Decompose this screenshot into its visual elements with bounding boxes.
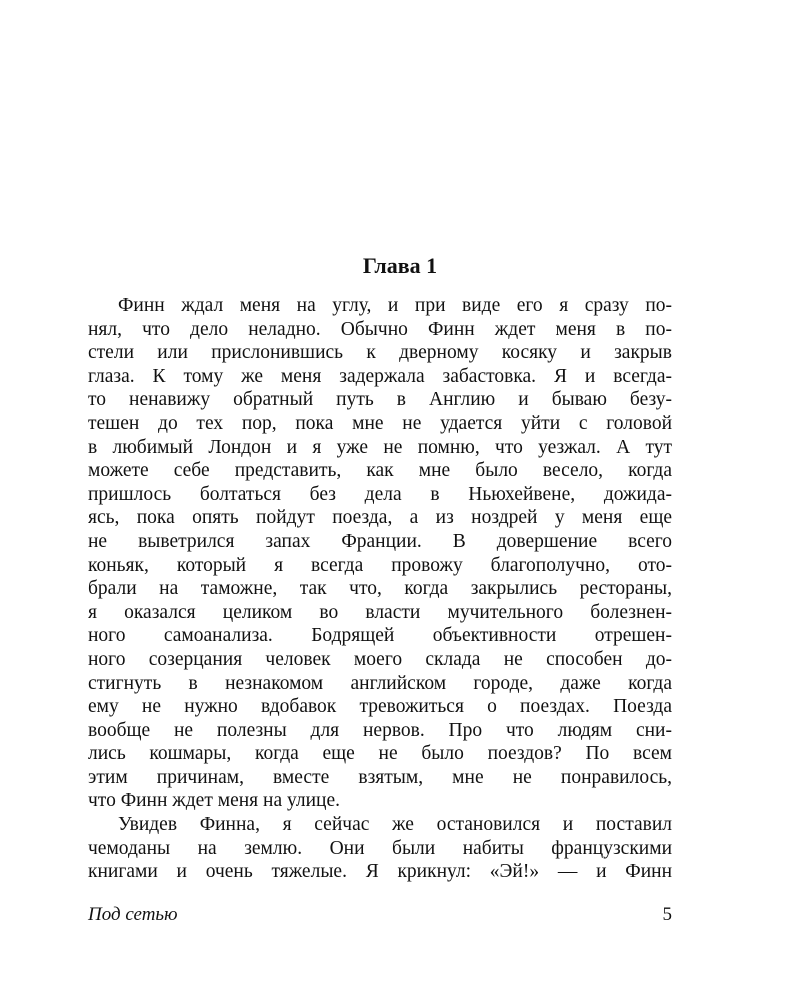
text-line: ного самоанализа. Бодрящей объективности отрешен- — [88, 625, 672, 647]
chapter-body — [88, 294, 672, 884]
chapter-title: Глава 1 — [362, 253, 438, 278]
text-line: тешен до тех пор, пока мне не удается уйти с головой — [88, 412, 672, 434]
text-line: этим причинам, вместе взятым, мне не понравилось, — [88, 766, 672, 788]
text-line: ему не нужно вдобавок тревожиться о поездах. Поезда — [88, 696, 672, 718]
text-line: Финн ждал меня на углу, и при виде его я сразу по- — [118, 295, 672, 316]
text-line: то ненавижу обратный путь в Англию и бываю безу- — [88, 389, 672, 411]
text-line: не выветрился запах Франции. В довершение всего — [88, 530, 672, 552]
text-line: лись кошмары, когда еще не было поездов? По всем — [88, 743, 672, 765]
text-line: я оказался целиком во власти мучительного болезнен- — [88, 601, 672, 623]
text-line: ясь, пока опять пойдут поезда, а из ноздрей у меня еще — [88, 507, 672, 529]
page-number: 5 — [662, 904, 672, 925]
text-line: чемоданы на землю. Они были набиты французскими — [88, 837, 672, 859]
text-line: что Финн ждет меня на улице. — [88, 790, 340, 812]
text-line: стели или прислонившись к дверному косяку и закрыв — [88, 342, 672, 364]
text-line: нял, что дело неладно. Обычно Финн ждет меня в по- — [88, 318, 672, 340]
text-line: ного созерцания человек моего склада не способен до- — [88, 648, 672, 670]
text-line: стигнуть в незнакомом английском городе, даже когда — [88, 672, 672, 694]
text-line: брали на таможне, так что, когда закрылись рестораны, — [88, 578, 672, 600]
text-line: можете себе представить, как мне было весело, когда — [88, 460, 672, 482]
text-line: в любимый Лондон и я уже не помню, что уезжал. А тут — [88, 436, 672, 458]
text-line: глаза. К тому же меня задержала забастовка. Я и всегда- — [88, 365, 672, 387]
text-line: вообще не полезны для нервов. Про что людям сни- — [88, 719, 672, 741]
text-line: книгами и очень тяжелые. Я крикнул: «Эй!» — и Финн — [88, 861, 672, 883]
text-line: пришлось болтаться без дела в Ньюхейвене, дожида- — [88, 483, 672, 505]
text-line: Увидев Финна, я сейчас же остановился и поставил — [118, 814, 672, 836]
text-line: коньяк, который я всегда провожу благополучно, ото- — [88, 554, 672, 576]
running-footer-title: Под сетью — [88, 904, 178, 925]
